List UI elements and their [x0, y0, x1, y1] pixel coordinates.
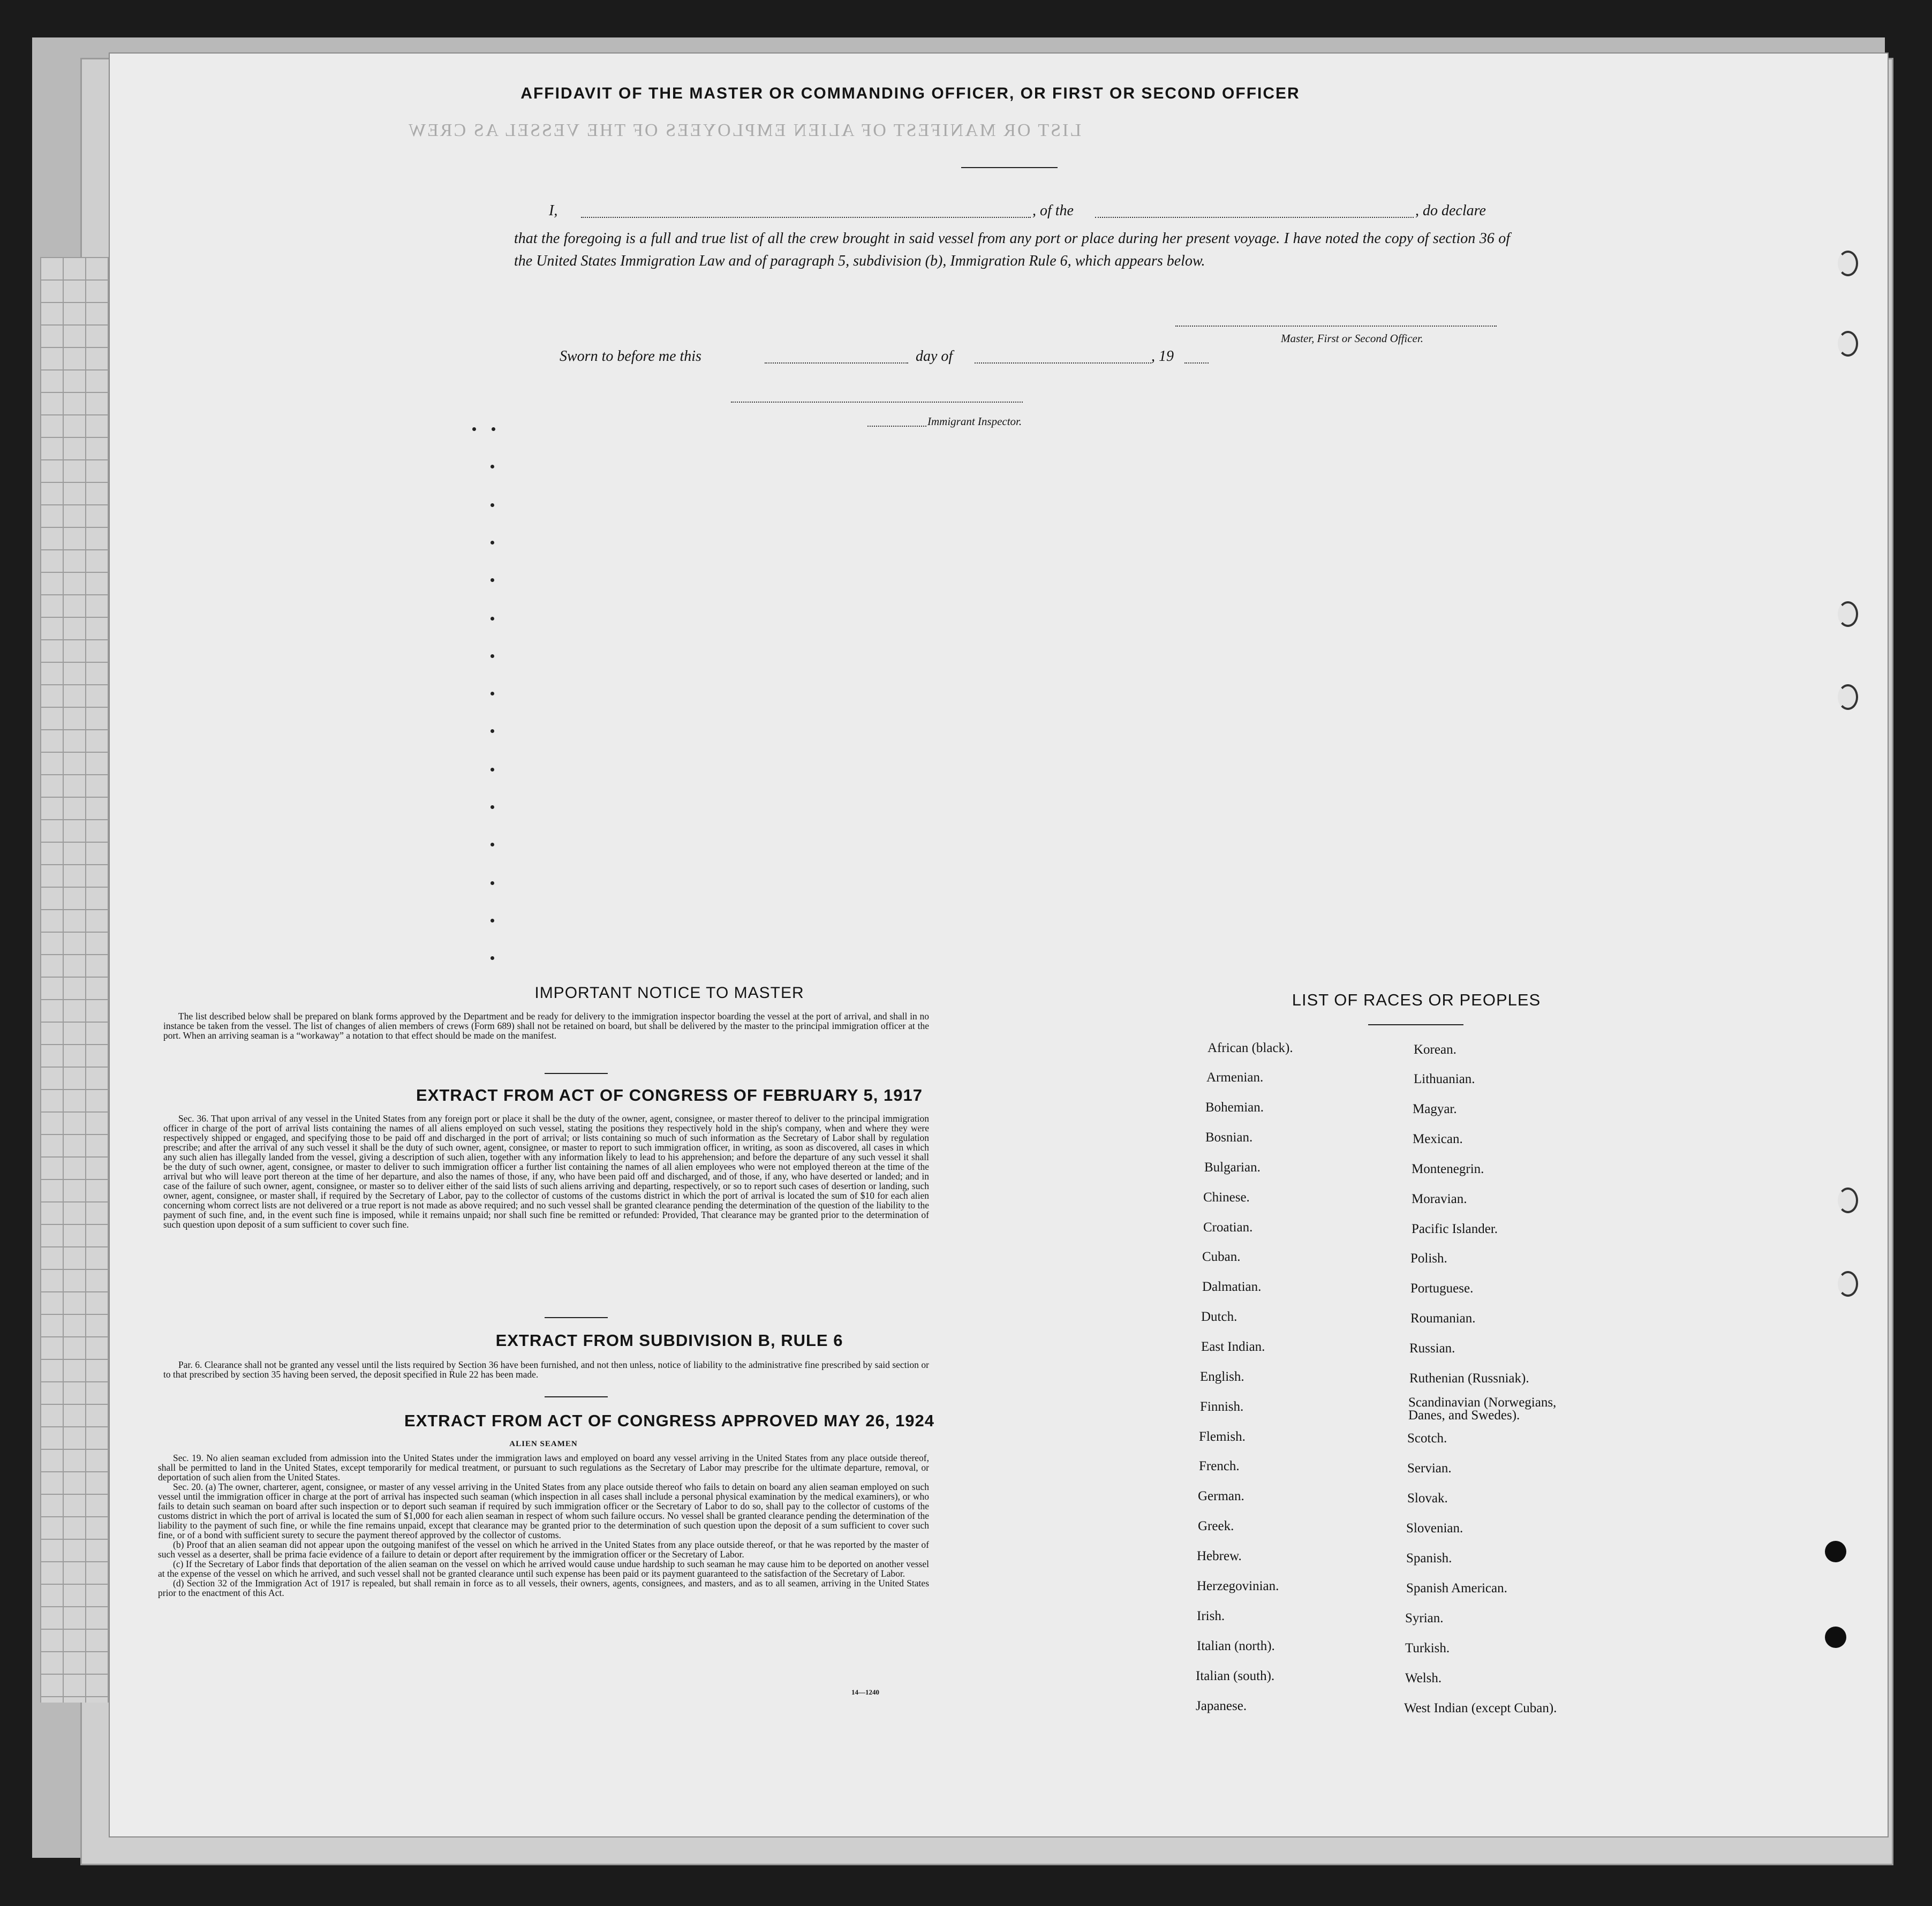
- sec-20d-paragraph: (d) Section 32 of the Immigration Act of 1917 is repealed, but shall remain in force as to all vessels, their owners, agents, consignees, and masters, and as to all seamen, arriving in the United States prior to the enactment of this Act.: [158, 1578, 929, 1598]
- declare-label: , do declare: [1415, 202, 1486, 219]
- inspector-caption: Immigrant Inspector.: [927, 415, 1022, 428]
- sworn-label: Sworn to before me this: [560, 348, 701, 365]
- race-right-item: Slovenian.: [1406, 1521, 1463, 1536]
- race-right-item: Servian.: [1407, 1461, 1452, 1476]
- race-left-item: Bulgarian.: [1204, 1160, 1261, 1175]
- affiant-name-field[interactable]: [581, 217, 1031, 218]
- margin-mark: [490, 768, 494, 772]
- race-left-item: Japanese.: [1196, 1699, 1247, 1713]
- margin-mark: [490, 578, 494, 582]
- race-right-item: Lithuanian.: [1414, 1072, 1475, 1086]
- race-left-item: Finnish.: [1200, 1400, 1244, 1414]
- section-rule: [545, 1073, 608, 1074]
- margin-mark: [490, 843, 494, 846]
- margin-mark: [490, 654, 494, 658]
- race-left-item: German.: [1198, 1489, 1244, 1503]
- race-right-item: Scotch.: [1407, 1431, 1447, 1446]
- extract-1924-title: EXTRACT FROM ACT OF CONGRESS APPROVED MAY 26, 1924: [404, 1411, 934, 1430]
- race-right-item: Welsh.: [1405, 1671, 1442, 1685]
- punch-hole: [1838, 251, 1858, 276]
- punch-hole: [1838, 684, 1858, 710]
- notice-title: IMPORTANT NOTICE TO MASTER: [534, 984, 804, 1002]
- margin-mark: [490, 541, 494, 544]
- race-left-item: Italian (north).: [1197, 1639, 1275, 1653]
- notice-paragraph: The list described below shall be prepared on blank forms approved by the Department and be ready for delivery to the immigration inspector boarding the vessel at the port of arrival, and shall in no instance be taken from the vessel. The list of changes of alien members of crews (Form 689) shall not be retained on board, but shall be delivered by the master to the principal immigration officer at the port. When an arriving seaman is a “workaway” a notation to that effect should be made on the manifest.: [163, 1011, 929, 1041]
- margin-mark: [490, 729, 494, 733]
- race-left-item: French.: [1199, 1459, 1240, 1473]
- race-right-item: Korean.: [1414, 1042, 1456, 1057]
- race-left-item: Irish.: [1197, 1609, 1225, 1623]
- margin-mark: [490, 881, 494, 885]
- punch-hole: [1838, 601, 1858, 627]
- race-left-item: Croatian.: [1203, 1220, 1253, 1235]
- margin-mark: [490, 919, 494, 922]
- year-label: , 19: [1151, 348, 1174, 365]
- punch-hole: [1838, 1271, 1858, 1297]
- alien-seamen-subtitle: ALIEN SEAMEN: [509, 1440, 578, 1448]
- extract-1917-body: [163, 1114, 929, 1229]
- race-right-item: Ruthenian (Russniak).: [1409, 1371, 1529, 1386]
- graph-paper-edge: [40, 257, 110, 1703]
- signature-caption: Master, First or Second Officer.: [1281, 332, 1423, 345]
- margin-mark: [472, 427, 476, 431]
- sec-20b-paragraph: (b) Proof that an alien seaman did not appear upon the outgoing manifest of the vessel on which he arrived in the United States from any place outside thereof, or that he was reported by the master of such vessel as a deserter, shall be prima facie evidence of a failure to detain or deport after requirement by the immigration officer or the Secretary of Labor.: [158, 1539, 929, 1560]
- race-right-item: Moravian.: [1412, 1192, 1467, 1206]
- sworn-year-field[interactable]: [1184, 362, 1209, 364]
- race-left-item: Cuban.: [1202, 1250, 1241, 1264]
- race-right-item: Russian.: [1409, 1341, 1455, 1356]
- margin-mark: [490, 805, 494, 809]
- bleed-through-heading: LIST OR MANIFEST OF ALIEN EMPLOYEES OF THE VESSEL AS CREW: [407, 120, 1082, 140]
- margin-mark: [492, 427, 495, 431]
- race-left-item: Hebrew.: [1197, 1549, 1242, 1563]
- race-right-item: Roumanian.: [1410, 1311, 1476, 1326]
- inspector-signature-field[interactable]: [731, 402, 1023, 403]
- punch-hole: [1838, 331, 1858, 357]
- vessel-of-label: , of the: [1032, 202, 1074, 219]
- race-left-item: Flemish.: [1199, 1430, 1246, 1444]
- par-6-paragraph: Par. 6. Clearance shall not be granted any vessel until the lists required by Section 36 have been furnished, and not then unless, notice of liability to the administrative fine prescribed by said section or to that prescribed by section 35 having been served, the deposit specified in Rule 22 has been made.: [163, 1359, 929, 1380]
- extract-1917-title: EXTRACT FROM ACT OF CONGRESS OF FEBRUARY 5, 1917: [416, 1086, 923, 1105]
- race-left-item: African (black).: [1208, 1041, 1293, 1055]
- sec-19-paragraph: Sec. 19. No alien seaman excluded from admission into the United States under the immigration laws and employed on board any vessel arriving in the United States from any place outside thereof, shall be permitted to land in the United States, except temporarily for medical treatment, or pursuant to such regulations as the Secretary of Labor may prescribe for the ultimate departure, removal, or deportation of such alien from the United States.: [158, 1453, 929, 1483]
- sec-20a-paragraph: Sec. 20. (a) The owner, charterer, agent, consignee, or master of any vessel arriving in the United States from any place outside thereof who fails to detain on board any alien seaman employed on such vessel until the immigration officer in charge at the port of arrival has inspected such seaman (which inspection in all cases shall include a personal physical examination by the medical examiners), or who fails to detain such seaman on board after such inspection or to deport such seaman if required by such immigration officer or the Secretary of Labor to do so, shall pay to the collector of customs of the customs district in which the port of arrival is located the sum of $1,000 for each alien seaman in respect of whom such failure occurs. No vessel shall be granted clearance pending the determination of the liability to the payment of such fine, or while the fine remains unpaid, except that clearance may be granted prior to the determination of such question upon the deposit of a sum sufficient to cover such fine, or of a bond with sufficient surety to secure the payment thereof approved by the collector of customs.: [158, 1481, 929, 1540]
- section-36-paragraph: Sec. 36. That upon arrival of any vessel in the United States from any foreign port or place it shall be the duty of the owner, agent, consignee, or master thereof to deliver to the principal immigration officer in charge of the port of arrival lists containing the names of all aliens employed on such vessel, stating the positions they respectively hold in the ship's company, when and where they were respectively shipped or engaged, and specifying those to be paid off and discharged in the port of arrival; or lists containing so much of such information as the Secretary of Labor shall by regulation prescribe; and after the arrival of any such vessel it shall be the duty of such owner, agent, consignee, or master to report to such immigration officer, in writing, as soon as discovered, all cases in which any such alien has illegally landed from the vessel, giving a description of such alien, together with any information likely to lead to his apprehension; and before the departure of any such vessel it shall be the duty of such owner, agent, consignee, or master to deliver to such immigration officer a further list containing the names of all alien employees who were not employed thereon at the time of the arrival but who will leave port thereon at the time of her departure, and also the names of those, if any, who have been paid off and discharged, and of those, if any, who have deserted or landed; and in case of the failure of such owner, agent, consignee, or master so to deliver either of the said lists of such aliens arriving and departing, respectively, or so to report such cases of desertion or landing, such owner, agent, consignee, or master shall, if required by the Secretary of Labor, pay to the collector of customs of the customs district in which the port of arrival is located the sum of $10 for each alien concerning whom correct lists are not delivered or a true report is not made as above required; and no such vessel shall be granted clearance pending the determination of the question of the liability to the payment of such fine, and, in the event such fine is imposed, while it remains unpaid; nor shall such fine be remitted or refunded: Provided, That clearance may be granted prior to the determination of such question upon deposit of a sum sufficient to cover such fine.: [163, 1113, 929, 1230]
- race-right-item: Spanish American.: [1406, 1581, 1507, 1595]
- race-right-item: Scandinavian (Norwegians, Danes, and Swedes).: [1408, 1395, 1557, 1423]
- race-left-item: East Indian.: [1201, 1340, 1265, 1354]
- margin-mark: [490, 617, 494, 621]
- race-left-item: Italian (south).: [1196, 1669, 1275, 1683]
- extract-rule6-title: EXTRACT FROM SUBDIVISION B, RULE 6: [495, 1331, 843, 1350]
- races-title-rule: [1368, 1024, 1463, 1025]
- race-left-item: Bohemian.: [1205, 1100, 1264, 1115]
- affidavit-statement: that the foregoing is a full and true list of all the crew brought in said vessel from any port or place during her present voyage. I have noted the copy of section 36 of the United States Immigration Law and of paragraph 5, subdivision (b), Immigration Rule 6, which appears below.: [514, 230, 1510, 269]
- vessel-name-field[interactable]: [1095, 217, 1414, 218]
- race-left-item: Herzegovinian.: [1197, 1579, 1279, 1593]
- affiant-label: I,: [549, 202, 558, 219]
- race-right-item: Montenegrin.: [1412, 1162, 1484, 1176]
- race-right-item: Pacific Islander.: [1412, 1222, 1498, 1236]
- extract-rule6-body: [163, 1360, 929, 1379]
- punch-hole-filled: [1825, 1541, 1846, 1562]
- inspector-lead-line: [867, 426, 926, 427]
- races-title: LIST OF RACES OR PEOPLES: [1292, 990, 1541, 1009]
- notice-body: [163, 1011, 929, 1040]
- margin-mark: [490, 692, 494, 695]
- punch-hole: [1838, 1188, 1858, 1213]
- margin-mark: [490, 956, 494, 960]
- extract-1924-body: [158, 1439, 929, 1598]
- race-left-item: English.: [1200, 1370, 1244, 1384]
- race-left-item: Bosnian.: [1205, 1130, 1253, 1145]
- officer-signature-field[interactable]: [1175, 326, 1497, 327]
- race-left-item: Dalmatian.: [1202, 1280, 1262, 1294]
- title-rule: [961, 167, 1058, 168]
- race-right-item: Mexican.: [1413, 1132, 1463, 1146]
- race-right-item: West Indian (except Cuban).: [1404, 1701, 1557, 1715]
- race-right-item: Syrian.: [1405, 1611, 1444, 1625]
- race-right-item: Slovak.: [1407, 1491, 1448, 1506]
- sworn-month-field[interactable]: [975, 362, 1151, 364]
- day-of-label: day of: [916, 348, 953, 365]
- margin-mark: [490, 503, 494, 507]
- sec-20c-paragraph: (c) If the Secretary of Labor finds that deportation of the alien seaman on the vessel on which he arrived would cause undue hardship to such seaman he may cause him to be deported on another vessel at the expense of the vessel on which he arrived, and such vessel shall not be granted clearance until such expense has been paid or its payment guaranteed to the satisfaction of the Secretary of Labor.: [158, 1559, 929, 1579]
- form-number: 14—1240: [851, 1688, 879, 1696]
- punch-hole-filled: [1825, 1627, 1846, 1648]
- margin-mark: [490, 465, 494, 468]
- race-right-item: Portuguese.: [1410, 1281, 1474, 1296]
- race-right-item: Polish.: [1410, 1251, 1447, 1266]
- race-left-item: Chinese.: [1203, 1190, 1250, 1205]
- affidavit-title: AFFIDAVIT OF THE MASTER OR COMMANDING OFFICER, OR FIRST OR SECOND OFFICER: [520, 85, 1300, 102]
- race-left-item: Dutch.: [1201, 1310, 1237, 1324]
- section-rule: [545, 1317, 608, 1318]
- race-right-item: Magyar.: [1413, 1102, 1457, 1116]
- sworn-day-field[interactable]: [765, 362, 908, 364]
- race-right-item: Spanish.: [1406, 1551, 1452, 1565]
- race-left-item: Greek.: [1198, 1519, 1234, 1533]
- race-left-item: Armenian.: [1206, 1070, 1264, 1085]
- race-right-item: Turkish.: [1405, 1641, 1450, 1655]
- section-rule: [545, 1396, 608, 1397]
